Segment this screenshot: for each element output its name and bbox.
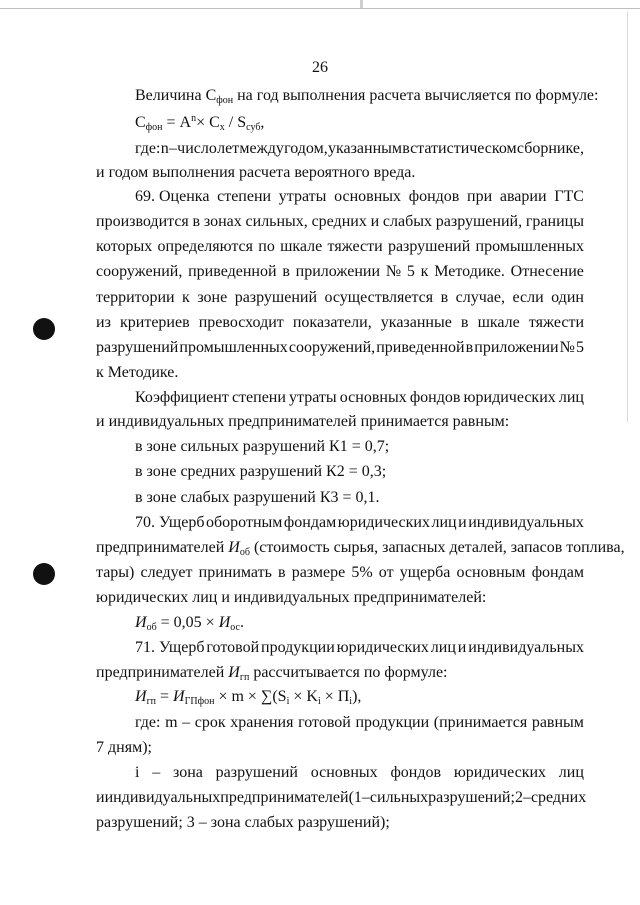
word: где: <box>135 714 161 731</box>
word: слабых <box>382 213 432 230</box>
word: – <box>182 714 191 731</box>
word: 5% <box>351 564 373 581</box>
word: промышленных <box>179 339 288 356</box>
word: и <box>370 213 380 230</box>
word: разрушений <box>215 764 298 781</box>
word: зонах <box>203 213 242 230</box>
word: зона <box>172 764 203 781</box>
word: юридических <box>336 639 429 656</box>
word: сильных <box>369 789 429 806</box>
scan-mark <box>360 0 363 8</box>
word: приведенной <box>376 339 465 356</box>
word: Отнесение <box>510 263 584 280</box>
word: по <box>258 238 275 255</box>
word: оборотным <box>206 514 283 531</box>
para-69-line-3 <box>96 238 584 256</box>
word: степени <box>217 188 272 205</box>
word: приложении <box>295 263 381 280</box>
word: Коэффициент <box>135 389 229 406</box>
word: при <box>467 188 493 205</box>
word: территории <box>96 289 175 306</box>
word: основных <box>334 188 402 205</box>
word: 70. Ущерб <box>135 514 205 531</box>
word: – <box>168 140 177 157</box>
word: 71. Ущерб <box>135 639 205 656</box>
para-71-line-1 <box>135 639 584 657</box>
top-border-line <box>0 8 640 9</box>
word: № <box>385 263 402 280</box>
word: тяжести <box>327 238 383 255</box>
word: разрушений <box>387 238 471 255</box>
word: фондов <box>409 389 461 406</box>
where-m-end: 7 дням); <box>96 739 152 756</box>
word: промышленных <box>475 238 584 255</box>
intro-line: Величина $С_{фон}$ на год выполнения расчета вычисляется по формуле: <box>135 87 599 106</box>
word: если <box>512 289 544 306</box>
word: и <box>458 514 467 531</box>
para-69-line-6 <box>96 314 584 332</box>
word: индивидуальных <box>104 789 221 806</box>
word: в <box>460 314 469 331</box>
word: приложении <box>474 339 559 356</box>
para-71-line-2: предпринимателей $И_{гп}$ рассчитывается по формуле: <box>96 664 448 683</box>
para-70-end: юридических лиц и индивидуальных предпринимателей: <box>96 589 487 606</box>
word: следует <box>140 564 193 581</box>
para-69-end: к Методике. <box>96 364 179 381</box>
word: к <box>420 263 429 280</box>
word: степени <box>231 389 286 406</box>
word: критериев <box>119 314 190 331</box>
word: в <box>278 564 286 581</box>
word: тары) <box>96 564 135 581</box>
word: – <box>152 764 161 781</box>
word: осуществляется <box>324 289 434 306</box>
word: статистическом <box>410 140 517 157</box>
word: лиц <box>430 639 456 656</box>
coef-end: и индивидуальных предпринимателей принимается равным: <box>96 413 510 430</box>
word: сборнике, <box>516 140 584 157</box>
word: фондам <box>531 564 584 581</box>
word: в <box>440 289 449 306</box>
para-69-line-4 <box>96 263 584 281</box>
word: размере <box>291 564 346 581</box>
word: юридических <box>337 514 430 531</box>
word: к <box>182 289 190 306</box>
word: основных <box>310 764 378 781</box>
word: – <box>361 789 370 806</box>
word: срок <box>194 714 226 731</box>
zone-medium: в зоне средних разрушений К2 = 0,3; <box>135 463 387 480</box>
word: в <box>465 339 474 356</box>
word: (принимается <box>433 714 528 731</box>
word: юридических <box>453 764 547 781</box>
word: готовой <box>206 639 260 656</box>
formula-cfon: $С_{фон} = A^n\times С_х / S_{суб}$, <box>135 113 265 133</box>
punch-hole-lower <box>33 563 55 585</box>
para-70-line-3 <box>96 564 584 582</box>
word: продукции <box>261 639 335 656</box>
zone-strong: в зоне сильных разрушений К1 = 0,7; <box>135 438 390 455</box>
word: фондам <box>283 514 337 531</box>
zone-weak: в зоне слабых разрушений К3 = 0,1. <box>135 489 380 506</box>
word: разрушений <box>234 289 318 306</box>
i-definition-end: разрушений; 3 – зона слабых разрушений); <box>96 814 390 831</box>
word: лиц <box>558 389 584 406</box>
word: в <box>402 140 410 157</box>
word: 2 <box>514 789 523 806</box>
word: утраты <box>278 188 327 205</box>
word: ущерба <box>399 564 451 581</box>
coef-line-1 <box>135 389 584 407</box>
word: основных <box>339 389 407 406</box>
para-69-line-7 <box>96 339 584 357</box>
word: 5 <box>575 339 584 356</box>
word: предпринимателей <box>220 789 349 806</box>
word: в <box>192 213 201 230</box>
word: показатели, <box>292 314 372 331</box>
formula-iob: $И_{об} = 0,05 \times И_{ос}$. <box>135 614 244 633</box>
word: продукции <box>355 714 430 731</box>
word: в <box>282 263 290 280</box>
word: основным <box>456 564 526 581</box>
word: индивидуальных <box>468 639 584 656</box>
word: фондов <box>408 188 460 205</box>
word: средних <box>530 789 587 806</box>
word: разрушений <box>96 339 179 356</box>
word: и <box>96 789 105 806</box>
word: число <box>177 140 217 157</box>
word: указанным <box>327 140 403 157</box>
word: сооружений, <box>288 339 376 356</box>
where-m-line <box>135 714 584 732</box>
word: утраты <box>289 389 337 406</box>
word: приведенной <box>188 263 277 280</box>
page-number: 26 <box>312 59 328 76</box>
word: – <box>522 789 531 806</box>
where-n-line <box>135 140 584 158</box>
word: определяются <box>157 238 253 255</box>
word: 5 <box>406 263 415 280</box>
word: границы <box>525 213 584 230</box>
word: зоне <box>197 289 228 306</box>
word: равным <box>531 714 584 731</box>
word: где: <box>135 140 161 157</box>
word: один <box>551 289 584 306</box>
word: Методике. <box>434 263 505 280</box>
word: юридических <box>463 389 556 406</box>
word: из <box>96 314 111 331</box>
word: от <box>378 564 394 581</box>
word: годом, <box>284 140 328 157</box>
word: лет <box>217 140 240 157</box>
para-70-line-1 <box>135 514 584 532</box>
word: 69. Оценка <box>135 188 210 205</box>
word: средних <box>311 213 367 230</box>
word: производится <box>96 213 189 230</box>
word: ГТС <box>554 188 584 205</box>
word: аварии <box>499 188 547 205</box>
word: которых <box>96 238 153 255</box>
word: фондов <box>390 764 442 781</box>
word: превосходит <box>198 314 284 331</box>
word: сильных, <box>245 213 308 230</box>
word: № <box>559 339 575 356</box>
word: и <box>457 639 467 656</box>
i-definition-line-1 <box>135 764 584 782</box>
para-70-line-2: предпринимателей $И_{об}$ (стоимость сырья, запасных деталей, запасов топлива, <box>96 539 625 558</box>
word: хранения <box>230 714 294 731</box>
word: шкале <box>477 314 520 331</box>
word: лиц <box>431 514 457 531</box>
word: (1 <box>348 789 362 806</box>
para-69-line-1 <box>135 188 584 206</box>
para-69-line-5 <box>96 289 584 307</box>
word: i <box>135 764 140 781</box>
word: случае, <box>455 289 506 306</box>
word: тяжести <box>528 314 584 331</box>
word: сооружений, <box>96 263 183 280</box>
word: разрушений; <box>428 789 515 806</box>
word: индивидуальных <box>468 514 584 531</box>
word: между <box>239 140 284 157</box>
word: шкале <box>280 238 323 255</box>
word: принимать <box>198 564 272 581</box>
where-n-end: и годом выполнения расчета вероятного вреда. <box>96 164 416 181</box>
word: указанные <box>380 314 452 331</box>
i-definition-line-2 <box>96 789 587 807</box>
formula-igp: $И_{гп} = И_{ГПфон} \times m \times \sum(S_i \times K_i \times П_i)$, <box>135 688 362 707</box>
word: n <box>160 140 169 157</box>
word: разрушений, <box>435 213 523 230</box>
word: лиц <box>558 764 584 781</box>
para-69-line-2 <box>96 213 584 231</box>
word: m <box>165 714 178 731</box>
word: готовой <box>298 714 351 731</box>
punch-hole-upper <box>33 318 55 340</box>
